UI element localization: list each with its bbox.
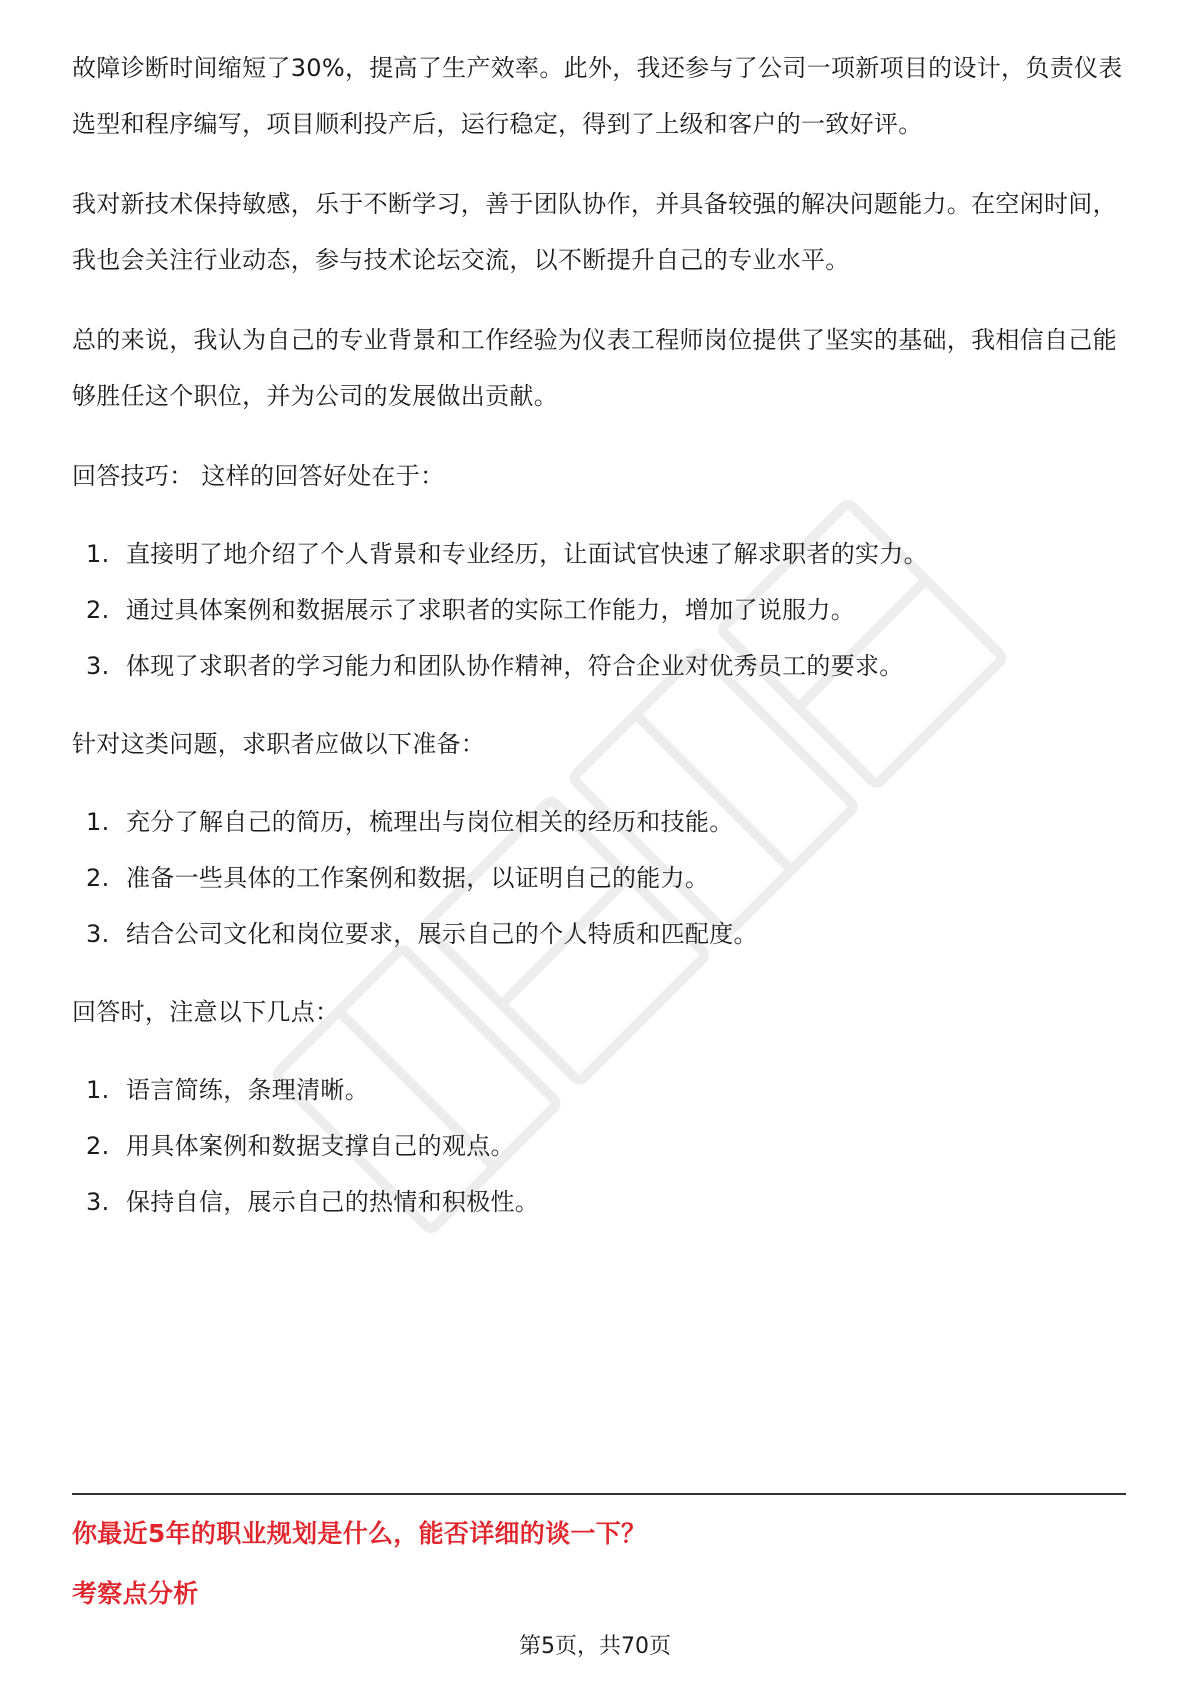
list-item [72,582,1126,638]
list-number: 2. [86,1132,110,1160]
next-question-heading: 你最近5年的职业规划是什么，能否详细的谈一下？ [72,1519,647,1548]
list-item [72,1174,1126,1230]
page-footer: 第5页，共70页 [519,1634,671,1659]
list-text: 直接明了地介绍了个人背景和专业经历，让面试官快速了解求职者的实力。 [126,540,928,568]
list-text: 准备一些具体的工作案例和数据，以证明自己的能力。 [126,864,710,892]
list-number: 3. [86,920,110,948]
list-text: 保持自信，展示自己的热情和积极性。 [126,1188,540,1216]
list-item [72,638,1126,694]
list-item [72,906,1126,962]
notes-lead: 回答时，注意以下几点： [72,998,340,1026]
prep-list [72,794,1126,962]
list-number: 2. [86,596,110,624]
list-number: 3. [86,652,110,680]
list-item [72,1062,1126,1118]
document-body [72,40,1126,1252]
list-text: 语言简练，条理清晰。 [126,1076,369,1104]
list-text: 充分了解自己的简历，梳理出与岗位相关的经历和技能。 [126,808,734,836]
list-item [72,794,1126,850]
list-number: 1. [86,540,110,568]
list-number: 1. [86,808,110,836]
tips-lead: 回答技巧： 这样的回答好处在于： [72,462,445,490]
list-text: 体现了求职者的学习能力和团队协作精神，符合企业对优秀员工的要求。 [126,652,904,680]
list-item [72,1118,1126,1174]
list-item [72,526,1126,582]
notes-list [72,1062,1126,1230]
list-number: 2. [86,864,110,892]
list-number: 3. [86,1188,110,1216]
prep-lead: 针对这类问题，求职者应做以下准备： [72,730,486,758]
paragraph-1: 故障诊断时间缩短了30%，提高了生产效率。此外，我还参与了公司一项新项目的设计，负责仪表选型和程序编写，项目顺利投产后，运行稳定，得到了上级和客户的一致好评。 [72,54,1123,138]
list-text: 通过具体案例和数据展示了求职者的实际工作能力，增加了说服力。 [126,596,855,624]
paragraph-2: 我对新技术保持敏感，乐于不断学习，善于团队协作，并具备较强的解决问题能力。在空闲时间，我也会关注行业动态，参与技术论坛交流，以不断提升自己的专业水平。 [72,190,1117,274]
list-text: 用具体案例和数据支撑自己的观点。 [126,1132,515,1160]
section-divider [72,1493,1126,1495]
analysis-heading: 考察点分析 [72,1579,199,1608]
tips-list [72,526,1126,694]
list-item [72,850,1126,906]
paragraph-3: 总的来说，我认为自己的专业背景和工作经验为仪表工程师岗位提供了坚实的基础，我相信自己能够胜任这个职位，并为公司的发展做出贡献。 [72,326,1117,410]
list-text: 结合公司文化和岗位要求，展示自己的个人特质和匹配度。 [126,920,758,948]
list-number: 1. [86,1076,110,1104]
